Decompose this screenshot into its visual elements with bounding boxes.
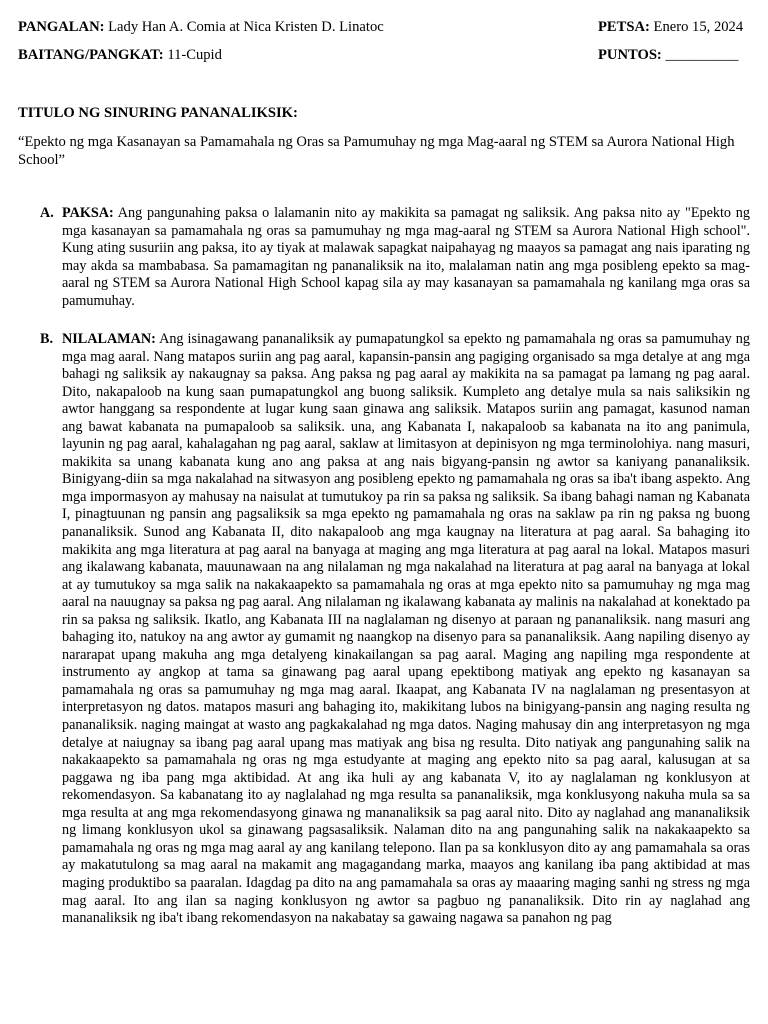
research-title-label: TITULO NG SINURING PANANALIKSIK: — [18, 105, 298, 121]
date-value: Enero 15, 2024 — [649, 19, 744, 35]
name-label: PANGALAN: — [18, 19, 105, 35]
grade-field — [18, 46, 222, 64]
name-field — [18, 18, 384, 36]
section-body: Ang pangunahing paksa o lalamanin nito ay makikita sa pamagat ng saliksik. Ang paksa nito ay "Epekto ng mga kasanayan sa pamamahala ng oras sa pamumuhay ng mga mag-aaral ng STEM sa Aurora National High school". Kung ating susuriin ang paksa, ito ay tiyak at malawak sapagkat naipahayag ng maayos sa pamagat ang nais iparating ng may akda sa mambabasa. Sa pamamagitan ng pananaliksik na ito, malalaman natin ang mga posibleng epekto sa mag-aaral ng STEM sa Aurora National High School kapag sila ay may kasanayan sa pamamahala ng kanilang mga oras sa pamumuhay. — [62, 205, 750, 309]
section-heading: PAKSA: — [62, 205, 114, 221]
section-paragraph — [62, 205, 750, 310]
section-body: Ang isinagawang pananaliksik ay pumapatungkol sa epekto ng pamamahala ng oras sa pamumuhay ng mga mag aaral. Nang matapos suriin ang pag aaral, kapansin-pansin ang pagiging organisado sa mga detalye at ang mga bahagi ng saliksik ay nakaugnay sa paksa. Ang paksa ng pag aaral ay makikita na sa pamagat pa lamang ng pag aaral. Dito, nakapaloob na kung saan pumapatungkol ang buong saliksik. Kumpleto ang detalye mula sa nais saliksikin ng awtor hanggang sa respondente at lugar kung saan ginawa ang saliksik. Matapos suriin ang pamagat, kasunod naman ang bawat kabanata na pumapaloob sa saliksik. una, ang Kabanata I, nakapaloob sa kabanata na ito ang panimula, layunin ng pag aaral, kahalagahan ng pag aaral, saklaw at limitasyon at depinisyon ng mga terminolohiya. nang masuri, makikita sa unang kabanata kung ano ang paksa at ang nais bigyang-pansin ng awtor sa kaniyang pananaliksik. Binigyang-diin sa mga nakalahad na sitwasyon ang posibleng epekto ng pamamahala ng oras sa iba't ibang aspekto. Ang mga impormasyon ay mahusay na naisulat at tumutukoy pa rin sa paksa ng saliksik. Sa ibang bahagi naman ng Kabanata I, pinagtuunan ng pansin ang pagsaliksik sa mga epekto ng pamamahala ng oras na saklaw pa rin ng paksa ng buong pananaliksik. Sunod ang Kabanata II, dito nakapaloob ang mga kaugnay na literatura at pag aaral. Sa bahaging ito makikita ang mga literatura at pag aaral na banyaga at maging ang mga literatura at pag aaral na lokal. Matapos masuri ang ikalawang kabanata, mauunawaan na ang nilalaman ng mga nakalahad na literatura at pag aaral na banyaga at lokal at ay tumutukoy sa mga salik na nakakaapekto sa pamamahala ng oras at mga epekto nito sa pamumuhay ng mga mag aaral na nauugnay sa paksa ng pag aaral. Ang nilalaman ng ikalawang kabanata ay malinis na nakalahad at konektado pa rin sa paksa ng saliksik. Ikatlo, ang Kabanata III na naglalaman ng disenyo at paraan ng pananaliksik. nang masuri ang bahaging ito, natukoy na ang awtor ay gumamit ng naangkop na disenyo para sa pananaliksik. Aang napiling disenyo ay nararapat upang makuha ang mga detalyeng kinakailangan sa pag aaral. Maging ang napiling mga respondente at instrumento ay angkop at tama sa ginawang pag aaral upang epektibong matiyak ang epekto ng kasanayan sa pamamahala ng oras sa pamumuhay ng mga mag aaral. Ikaapat, ang Kabanata IV na naglalaman ng presentasyon at interpretasyon ng datos. matapos masuri ang bahaging ito, makikitang lubos na binigyang-pansin ang naging resulta ng pananaliksik. naging maingat at wasto ang pagkakalahad ng mga datos. Naging mahusay din ang interpretasyon ng mga detalye at naiugnay sa ibang pag aaral upang mas matiyak ang bisa ng resulta. Dito natiyak ang pangunahing salik na nakakaapekto sa pamamahala ng oras ng mga estudyante at maging ang epekto nito sa pag aaral, kalusugan at sa paggawa ng iba pang mga aktibidad. At ang ika huli ay ang kabanata V, ito ay naglalaman ng konklusyon at rekomendasyon. Sa kabanatang ito ay naglalahad ng mga resulta sa pananaliksik, mga konklusyong nakuha mula sa sa mga resulta at ang mga rekomendasyong ginawa ng mananaliksik sa pag aaral nito. Dito ay naglahad ang mananaliksik ng limang konklusyon ukol sa ginawang pagsasaliksik. Nalaman dito na ang pangunahing salik na nakakaapekto sa pamamahala ng oras ng mga mag aaral ay ang kanilang telepono. Ilan pa sa konklusyon dito ay ang pamamahala sa oras ay makatutulong sa mag aaral na makamit ang magagandang marka, maayos ang kanilang iba pang aktibidad at mas maging produktibo sa paaralan. Idagdag pa dito na ang pamamahala sa oras ay maaaring maging sanhi ng stress ng mga mag aaral. Ito ang ilan sa naging konklusyon ng awtor sa pagbuo ng pananaliksik. Dito rin ay naglahad ang mananaliksik ng iba't ibang rekomendasyon na nakabatay sa gawaing nagawa sa panahon ng pag — [62, 331, 750, 927]
section-marker: B. — [40, 331, 54, 347]
date-label: PETSA: — [598, 19, 650, 35]
score-label: PUNTOS: — [598, 47, 662, 63]
score-value: __________ — [661, 47, 739, 63]
section-paragraph — [62, 331, 750, 928]
name-value: Lady Han A. Comia at Nica Kristen D. Linatoc — [104, 19, 384, 35]
section-nilalaman — [40, 331, 750, 1015]
section-marker: A. — [40, 205, 54, 221]
section-paksa — [40, 205, 750, 310]
score-field — [598, 46, 738, 64]
date-field — [598, 18, 743, 36]
grade-value: 11-Cupid — [163, 47, 222, 63]
research-title: “Epekto ng mga Kasanayan sa Pamamahala ng Oras sa Pamumuhay ng mga Mag-aaral ng STEM sa Aurora National High School” — [18, 134, 735, 168]
grade-label: BAITANG/PANGKAT: — [18, 47, 164, 63]
section-heading: NILALAMAN: — [62, 331, 156, 347]
